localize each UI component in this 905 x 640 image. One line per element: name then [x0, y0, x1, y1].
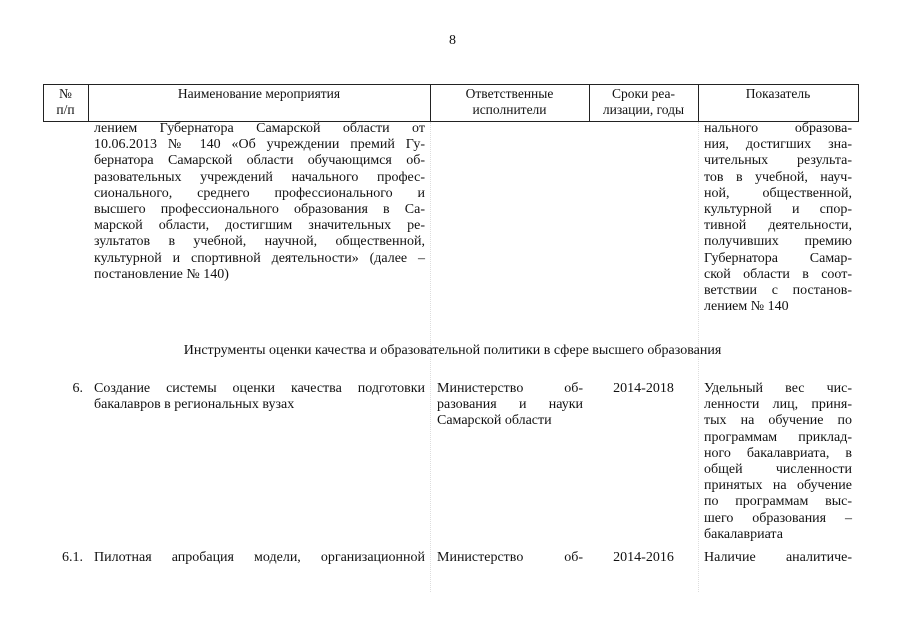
header-col-indicator: Показатель: [745, 86, 811, 101]
row-name-text: Создание системы оценки качества подготовки бакалавров в региональных вузах: [94, 381, 425, 413]
row-terms: 2014-2016: [613, 550, 674, 565]
continued-indicator-text: нального образова- ния, достигших зна- чительных результа- тов в учебной, науч- ной, общественной, культурной и спор- тивной деятельности, получивших премию Губернатора Самар- ской области в соот- ветствии с постанов- лением № 140: [704, 121, 852, 315]
row-indicator-text: Удельный вес чис- ленности лиц, приня- тых на обучение по программам приклад- ного бакалавриата, в общей численности принятых на обучение по программам выс- шего образования – бакалавриата: [704, 381, 852, 542]
section-title: Инструменты оценки качества и образовательной политики в сфере высшего образования: [183, 343, 722, 358]
row-name-text: Пилотная апробация модели, организационной: [94, 550, 425, 565]
row-number: 6.1.: [62, 550, 83, 565]
row-responsible-text: Министерство об-: [437, 550, 583, 565]
row-terms: 2014-2018: [613, 381, 674, 396]
header-col-name: Наименование мероприятия: [177, 86, 341, 101]
page-number: 8: [449, 33, 456, 48]
continued-name-text: лением Губернатора Самарской области от 10.06.2013 № 140 «Об учреждении премий Гу- бернатора Самарской области обучающимся об- разовательных учреждений начального профес- сионального, среднего профессионального и высшего профессионального образования в Са- марской области, достигшим значительных ре- зультатов в учебной, научной, общественной, культурной и спортивной деятельности» (далее – постановление № 140): [94, 121, 425, 282]
row-indicator-text: Наличие аналитиче-: [704, 550, 852, 565]
row-responsible-text: Министерство об- разования и науки Самарской области: [437, 381, 583, 429]
header-col-number: № п/п: [56, 86, 75, 117]
header-col-responsible: Ответственные исполнители: [465, 86, 554, 117]
header-col-terms: Сроки реа- лизации, годы: [602, 86, 685, 117]
header-divider: [858, 84, 859, 122]
row-number: 6.: [72, 381, 83, 396]
